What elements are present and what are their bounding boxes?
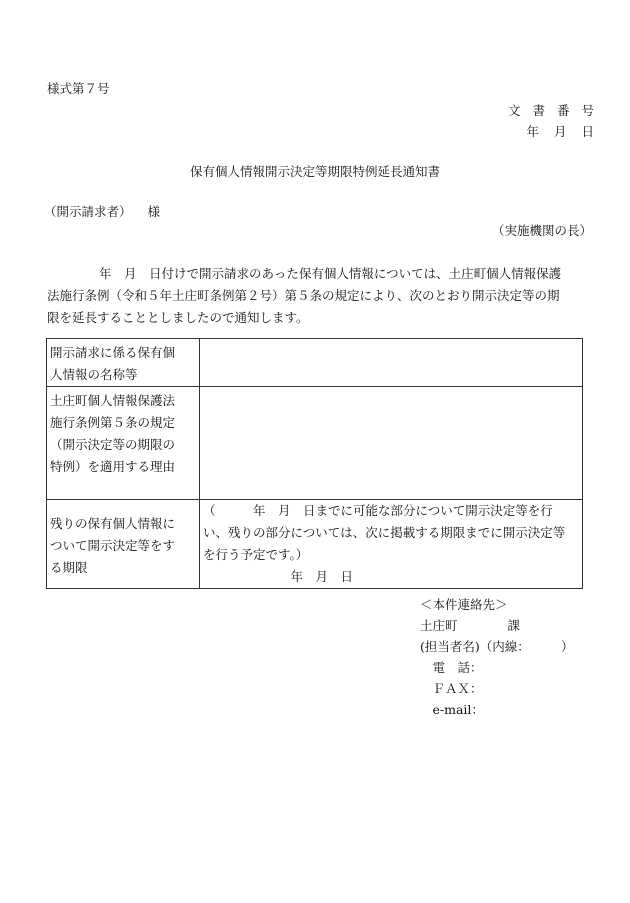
date-year: 年 — [526, 124, 539, 139]
date-month: 月 — [553, 124, 567, 139]
contact-phone: 電 話： — [420, 660, 483, 675]
notice-body — [47, 263, 587, 329]
row3-value — [200, 500, 583, 589]
row3-header-line: ついて開示決定等をす — [50, 537, 176, 553]
row2-value — [200, 387, 583, 500]
contact-department: 土庄町 課 — [420, 618, 521, 633]
row1-value — [200, 339, 583, 387]
row3-header-line: る期限 — [50, 559, 88, 575]
row3-value-line: い、残りの部分については、次に掲載する期限までに開示決定等 — [203, 525, 566, 540]
row1-header-line: 人情報の名称等 — [50, 367, 138, 382]
document-number-label: 文書番号 — [507, 103, 606, 118]
row3-value-line: を行う予定です。） — [203, 547, 309, 562]
date-day: 日 — [581, 124, 594, 139]
document-title: 保有個人情報開示決定等期限特例延長通知書 — [189, 164, 440, 179]
row2-header-line: 土庄町個人情報保護法 — [50, 393, 176, 408]
row3-header-line: 残りの保有個人情報に — [50, 515, 176, 531]
requester-label: （開示請求者） — [44, 204, 132, 219]
details-table — [46, 338, 583, 589]
contact-heading: ＜本件連絡先＞ — [420, 597, 508, 612]
contact-block — [420, 594, 574, 720]
row2-header-line: （開示決定等の期限の — [50, 437, 176, 452]
body-line-3: 限を延長することとしましたので通知します。 — [47, 310, 309, 325]
body-line-1: 年 月 日付けで開示請求のあった保有個人情報については、土庄町個人情報保護 — [99, 266, 562, 281]
agency-head: （実施機関の長） — [491, 223, 592, 238]
table-row-record-name — [47, 339, 583, 387]
requester-honorific: 様 — [147, 204, 161, 219]
table-row-deadline — [47, 500, 583, 589]
body-line-2: 法施行条例（令和５年土庄町条例第２号）第５条の規定により、次のとおり開示決定等の期 — [47, 288, 560, 303]
row3-value-line: 年 月 日 — [203, 569, 354, 584]
contact-fax: ＦＡＸ： — [420, 681, 483, 696]
requester-line — [44, 202, 160, 220]
table-row-reason — [47, 387, 583, 500]
row1-header-line: 開示請求に係る保有個 — [50, 345, 176, 360]
contact-email: e-mail： — [420, 702, 484, 717]
row1-header — [47, 339, 200, 387]
form-number: 様式第７号 — [47, 81, 110, 96]
row3-header — [47, 500, 200, 589]
contact-person: (担当者名)（内線： ） — [420, 639, 574, 654]
document-date — [511, 122, 594, 140]
row3-value-line: （ 年 月 日までに可能な部分について開示決定等を行 — [203, 503, 553, 518]
row2-header-line: 特例）を適用する理由 — [50, 459, 176, 474]
row2-header-line: 施行条例第５条の規定 — [50, 415, 176, 430]
row2-header — [47, 387, 200, 500]
